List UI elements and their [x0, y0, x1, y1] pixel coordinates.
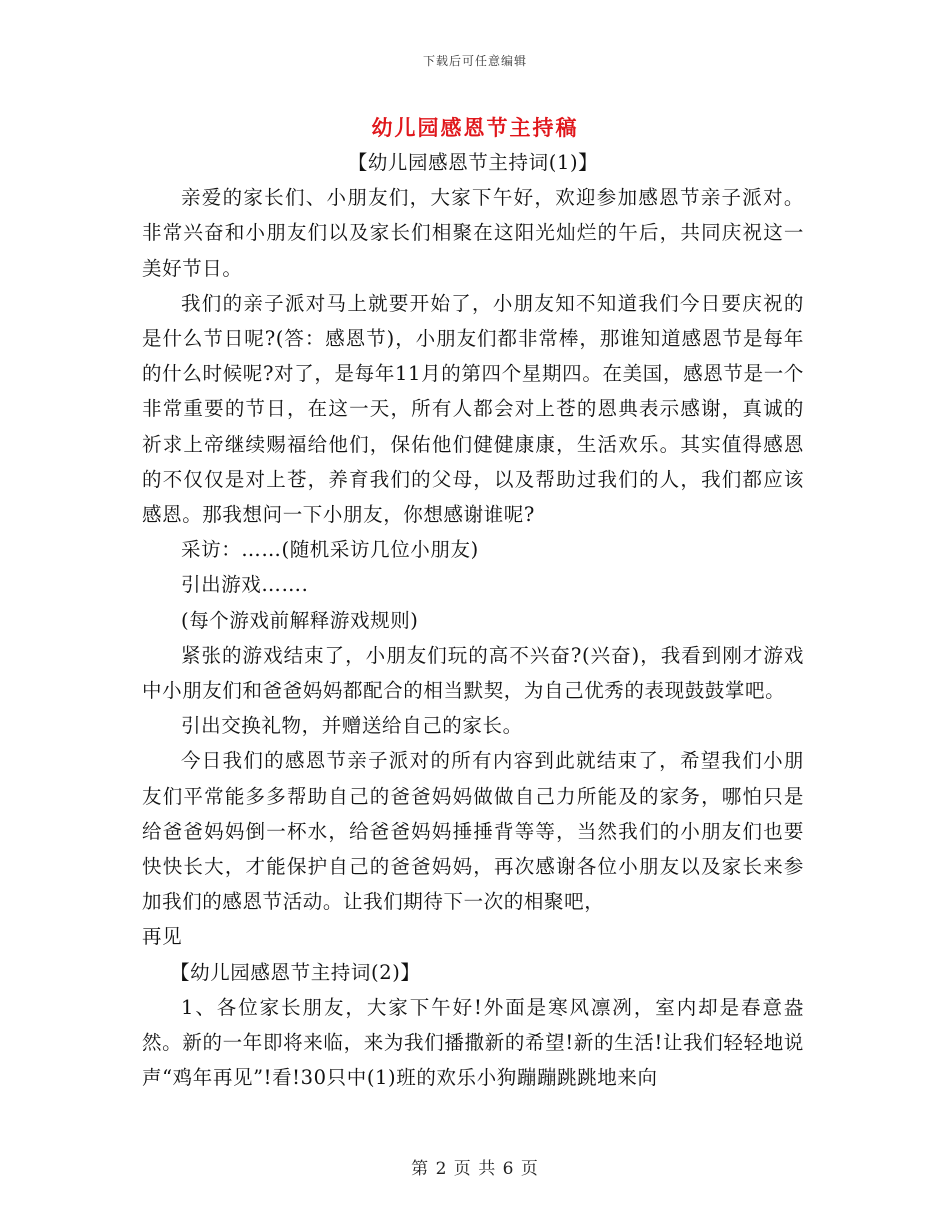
paragraph: 今日我们的感恩节亲子派对的所有内容到此就结束了，希望我们小朋友们平常能多多帮助自己的爸爸妈妈做做自己力所能及的家务，哪怕只是给爸爸妈妈倒一杯水，给爸爸妈妈捶捶背等等，当然我们的小朋友们也要快快长大，才能保护自己的爸爸妈妈，再次感谢各位小朋友以及家长来参加我们的感恩节活动。让我们期待下一次的相聚吧， — [142, 749, 804, 914]
paragraph: 1、各位家长朋友，大家下午好!外面是寒风凛冽，室内却是春意盎然。新的一年即将来临，来为我们播撒新的希望!新的生活!让我们轻轻地说声“鸡年再见”!看!30只中(1)班的欢乐小狗蹦蹦跳跳地来向 — [142, 995, 804, 1090]
header-note: 下载后可任意编辑 — [422, 54, 527, 68]
document-title: 幼儿园感恩节主持稿 — [371, 116, 579, 140]
paragraph: 亲爱的家长们、小朋友们，大家下午好，欢迎参加感恩节亲子派对。非常兴奋和小朋友们以及家长们相聚在这阳光灿烂的午后，共同庆祝这一美好节日。 — [142, 186, 804, 280]
page-number-footer: 第 2 页 共 6 页 — [411, 1159, 539, 1179]
document-body — [142, 145, 804, 1095]
paragraph: 紧张的游戏结束了，小朋友们玩的高不兴奋?(兴奋)，我看到刚才游戏中小朋友们和爸爸妈妈都配合的相当默契，为自己优秀的表现鼓鼓掌吧。 — [142, 643, 804, 703]
paragraph: 采访：……(随机采访几位小朋友) — [181, 538, 479, 562]
paragraph: 引出交换礼物，并赠送给自己的家长。 — [181, 714, 523, 738]
paragraph: 引出游戏……. — [181, 573, 309, 597]
section-1-heading: 【幼儿园感恩节主持词(1)】 — [347, 151, 599, 174]
paragraph: 我们的亲子派对马上就要开始了，小朋友知不知道我们今日要庆祝的是什么节日呢?(答：感恩节)，小朋友们都非常棒，那谁知道感恩节是每年的什么时候呢?对了，是每年11月的第四个星期四。在美国，感恩节是一个非常重要的节日，在这一天，所有人都会对上苍的恩典表示感谢，真诚的祈求上帝继续赐福给他们，保佑他们健健康康，生活欢乐。其实值得感恩的不仅仅是对上苍，养育我们的父母，以及帮助过我们的人，我们都应该感恩。那我想问一下小朋友，你想感谢谁呢? — [142, 291, 804, 527]
paragraph: (每个游戏前解释游戏规则) — [181, 608, 419, 632]
closing-line: 再见 — [142, 925, 183, 949]
section-2-heading: 【幼儿园感恩节主持词(2)】 — [170, 960, 421, 984]
